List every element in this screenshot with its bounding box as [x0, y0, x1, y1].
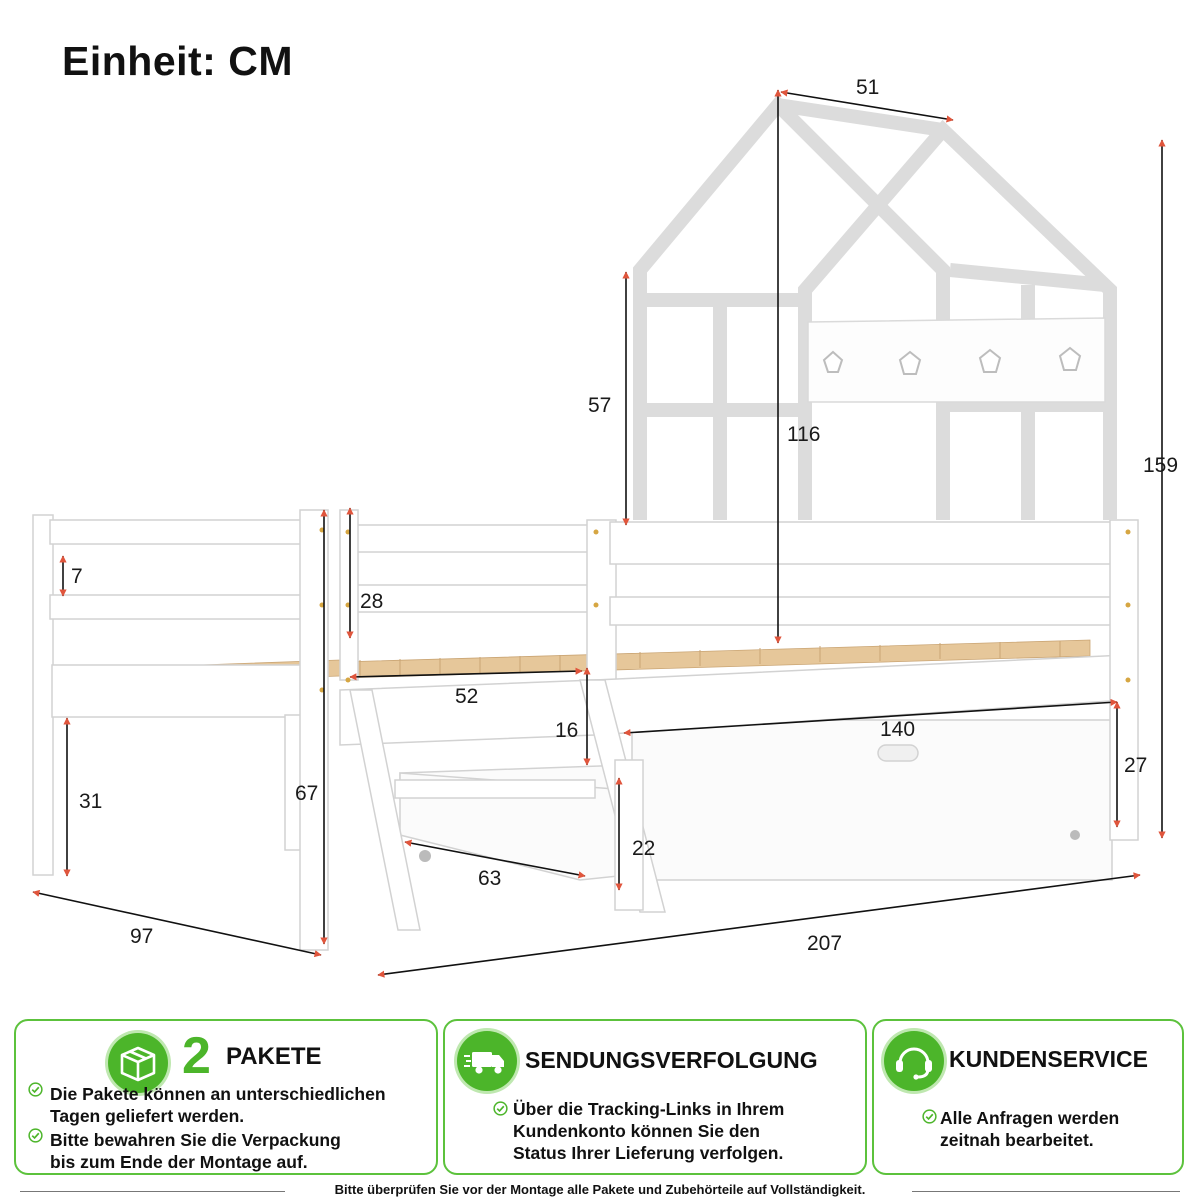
check-circle-icon	[28, 1128, 43, 1143]
card-line: Tagen geliefert werden.	[50, 1106, 245, 1126]
card-line: Über die Tracking-Links in Ihrem	[513, 1099, 785, 1119]
dim-rail-gap: 7	[71, 565, 83, 588]
dim-roof-width: 51	[856, 76, 880, 99]
dim-drawer-height: 27	[1124, 754, 1148, 777]
info-card-customer-service	[872, 1019, 1184, 1175]
dim-ladder-step: 16	[555, 719, 579, 742]
card-line: Die Pakete können an unterschiedlichen	[50, 1084, 386, 1104]
package-count: 2	[182, 1027, 211, 1085]
card-line: zeitnah bearbeitet.	[940, 1130, 1094, 1150]
card-title-packages: PAKETE	[226, 1043, 322, 1070]
dim-bed-width: 97	[130, 925, 154, 948]
dim-step-height: 22	[632, 837, 656, 860]
card-line: Status Ihrer Lieferung verfolgen.	[513, 1143, 784, 1163]
dim-bed-length: 207	[807, 932, 843, 955]
dim-ladder-opening: 52	[455, 685, 479, 708]
footer-note: Bitte überprüfen Sie vor der Montage alle Pakete und Zubehörteile auf Vollständigkeit.	[334, 1182, 866, 1197]
dim-step-depth: 63	[478, 867, 502, 890]
card-line: Alle Anfragen werden	[940, 1108, 1120, 1128]
dim-drawer-length: 140	[880, 718, 916, 741]
card-line: Bitte bewahren Sie die Verpackung	[50, 1130, 341, 1150]
card-line: Kundenkonto können Sie den	[513, 1121, 760, 1141]
house-frame	[640, 105, 1110, 520]
dim-house-total-height: 116	[787, 423, 821, 446]
info-card-tracking	[443, 1019, 867, 1175]
dim-head-height: 67	[295, 782, 319, 805]
card-line: bis zum Ende der Montage auf.	[50, 1152, 308, 1172]
info-card-packages	[14, 1019, 438, 1175]
dim-overall-height: 159	[1143, 454, 1179, 477]
dim-rail-height: 28	[360, 590, 384, 613]
delivery-truck-icon	[457, 1031, 517, 1091]
dim-leg-height: 31	[79, 790, 103, 813]
drawer	[400, 720, 1112, 880]
card-title-tracking: SENDUNGSVERFOLGUNG	[525, 1047, 818, 1073]
footer	[0, 1180, 1200, 1200]
check-circle-icon	[28, 1082, 43, 1097]
check-circle-icon	[493, 1101, 508, 1116]
card-title-customer-service: KUNDENSERVICE	[949, 1046, 1148, 1072]
check-circle-icon	[922, 1109, 937, 1124]
dim-house-wall-height: 57	[588, 394, 612, 417]
headset-icon	[884, 1031, 944, 1091]
unit-label: Einheit: CM	[62, 38, 293, 84]
